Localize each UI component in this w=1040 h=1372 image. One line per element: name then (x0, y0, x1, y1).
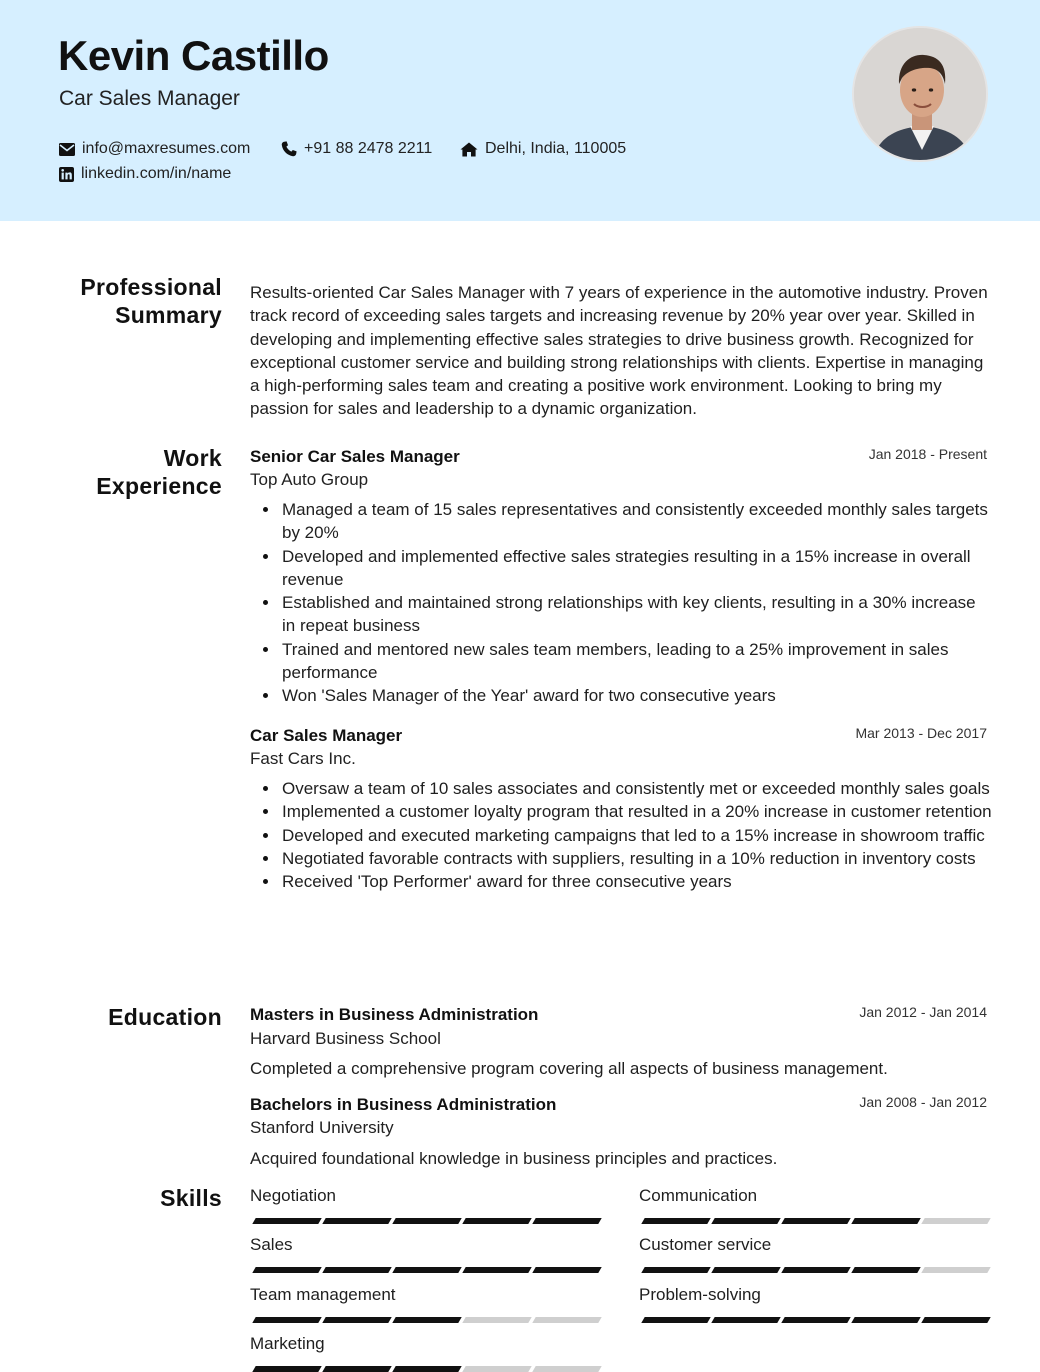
candidate-name: Kevin Castillo (58, 32, 329, 79)
skill-segment-empty (462, 1366, 531, 1372)
section-title-experience (96, 444, 222, 500)
contact-email-text: info@maxresumes.com (82, 140, 251, 157)
skill-segment-filled (322, 1366, 391, 1372)
skill-segment-filled (781, 1218, 850, 1224)
job-bullets (282, 777, 992, 893)
section-title-skills: Skills (160, 1185, 222, 1211)
skill-segment-filled (322, 1267, 391, 1273)
job-company: Fast Cars Inc. (250, 749, 356, 768)
skill-segment-filled (252, 1218, 321, 1224)
skill-segment-filled (392, 1317, 461, 1323)
contact-location-text: Delhi, India, 110005 (485, 140, 627, 157)
skill-segment-filled (781, 1267, 850, 1273)
education-dates: Jan 2012 - Jan 2014 (859, 1004, 987, 1020)
job-dates: Jan 2018 - Present (868, 446, 987, 462)
education-dates: Jan 2008 - Jan 2012 (859, 1094, 987, 1110)
skill-name: Communication (639, 1186, 758, 1205)
skill-segment-filled (921, 1317, 990, 1323)
skill-segment-filled (851, 1267, 920, 1273)
job-bullet: Developed and executed marketing campaigns that led to a 15% increase in showroom traffic (282, 824, 992, 847)
skill-segment-filled (532, 1218, 601, 1224)
skill-segment-filled (392, 1218, 461, 1224)
skill-rating-bar (250, 1214, 598, 1230)
education-degree: Masters in Business Administration (250, 1005, 539, 1024)
summary-text: Results-oriented Car Sales Manager with 7 years of experience in the automotive industry. Proven track record of exceeding sales targets and increasing revenue by 20% year over year. Skilled in developing and implementing effective sales strategies to drive business growth. Recognized for exceptional customer service and building strong relationships with clients. Expertise in managing a high-performing sales team and creating a positive work environment. Looking to bring my passion for sales and leadership to a dynamic organization. (250, 283, 988, 419)
home-icon (460, 142, 478, 157)
skill-item (639, 1185, 987, 1230)
job-bullet: Won 'Sales Manager of the Year' award for two consecutive years (282, 684, 992, 707)
skill-name: Team management (250, 1285, 396, 1304)
skill-segment-filled (532, 1267, 601, 1273)
skill-segment-filled (641, 1267, 710, 1273)
skill-item (250, 1185, 598, 1230)
contact-location (460, 140, 626, 158)
skill-rating-bar (250, 1263, 598, 1279)
section-title-education: Education (108, 1004, 222, 1030)
job-bullets (282, 498, 992, 708)
skill-segment-filled (781, 1317, 850, 1323)
education-school: Harvard Business School (250, 1029, 441, 1048)
contact-linkedin-text: linkedin.com/in/name (81, 165, 232, 182)
skill-segment-filled (322, 1218, 391, 1224)
skill-name: Customer service (639, 1235, 772, 1254)
job-company: Top Auto Group (250, 470, 369, 489)
contact-linkedin[interactable] (59, 165, 231, 183)
skill-segment-filled (711, 1267, 780, 1273)
job-bullet: Received 'Top Performer' award for three consecutive years (282, 870, 992, 893)
education-school: Stanford University (250, 1118, 394, 1137)
envelope-icon (59, 143, 75, 156)
skill-segment-empty (532, 1317, 601, 1323)
skill-segment-empty (532, 1366, 601, 1372)
experience-heading-line1: Work (163, 445, 222, 471)
job-bullet: Managed a team of 15 sales representatives and consistently exceeded monthly sales targets by 20% (282, 498, 992, 545)
job-bullet: Established and maintained strong relationships with key clients, resulting in a 30% increase in repeat business (282, 591, 992, 638)
skill-rating-bar (639, 1313, 987, 1329)
job-role: Car Sales Manager (250, 726, 403, 745)
job-bullet: Developed and implemented effective sales strategies resulting in a 15% increase in overall revenue (282, 545, 992, 592)
section-title-summary (80, 273, 222, 329)
skill-rating-bar (639, 1263, 987, 1279)
job-bullet: Implemented a customer loyalty program that resulted in a 20% increase in customer retention (282, 800, 992, 823)
linkedin-icon (59, 167, 74, 182)
skill-segment-filled (462, 1218, 531, 1224)
skill-name: Marketing (250, 1334, 325, 1353)
skill-item (250, 1234, 598, 1279)
skill-item (639, 1234, 987, 1279)
skill-segment-filled (851, 1218, 920, 1224)
skill-item (250, 1333, 598, 1372)
education-degree: Bachelors in Business Administration (250, 1095, 557, 1114)
contact-phone-text: +91 88 2478 2211 (304, 140, 433, 157)
candidate-title: Car Sales Manager (59, 87, 240, 110)
skill-segment-empty (921, 1218, 990, 1224)
summary-heading-line1: Professional (80, 274, 222, 300)
skill-segment-filled (851, 1317, 920, 1323)
skill-segment-filled (252, 1317, 321, 1323)
skill-name: Negotiation (250, 1186, 337, 1205)
skill-segment-filled (711, 1317, 780, 1323)
skill-rating-bar (250, 1362, 598, 1372)
skill-segment-filled (462, 1267, 531, 1273)
experience-heading-line2: Experience (96, 473, 222, 499)
skill-segment-empty (462, 1317, 531, 1323)
education-description: Acquired foundational knowledge in business principles and practices. (250, 1149, 778, 1168)
summary-heading-line2: Summary (115, 302, 222, 328)
job-bullet: Negotiated favorable contracts with suppliers, resulting in a 10% reduction in inventory costs (282, 847, 992, 870)
job-bullet: Oversaw a team of 10 sales associates and consistently met or exceeded monthly sales goals (282, 777, 992, 800)
contact-email[interactable] (59, 140, 250, 158)
skill-rating-bar (639, 1214, 987, 1230)
skill-segment-filled (392, 1366, 461, 1372)
job-dates: Mar 2013 - Dec 2017 (855, 725, 987, 741)
skill-rating-bar (250, 1313, 598, 1329)
skill-item (250, 1284, 598, 1329)
skill-name: Problem-solving (639, 1285, 761, 1304)
skill-segment-filled (392, 1267, 461, 1273)
job-role: Senior Car Sales Manager (250, 447, 460, 466)
skill-segment-filled (252, 1267, 321, 1273)
profile-photo (852, 26, 988, 162)
skill-segment-filled (711, 1218, 780, 1224)
skill-segment-filled (252, 1366, 321, 1372)
skill-segment-filled (641, 1218, 710, 1224)
skill-name: Sales (250, 1235, 293, 1254)
skill-segment-filled (641, 1317, 710, 1323)
phone-icon (281, 141, 297, 157)
skill-segment-filled (322, 1317, 391, 1323)
resume-header (0, 0, 1040, 221)
job-bullet: Trained and mentored new sales team members, leading to a 25% improvement in sales performance (282, 638, 992, 685)
education-description: Completed a comprehensive program covering all aspects of business management. (250, 1059, 888, 1078)
skill-segment-empty (921, 1267, 990, 1273)
skill-item (639, 1284, 987, 1329)
contact-phone[interactable] (281, 140, 432, 158)
